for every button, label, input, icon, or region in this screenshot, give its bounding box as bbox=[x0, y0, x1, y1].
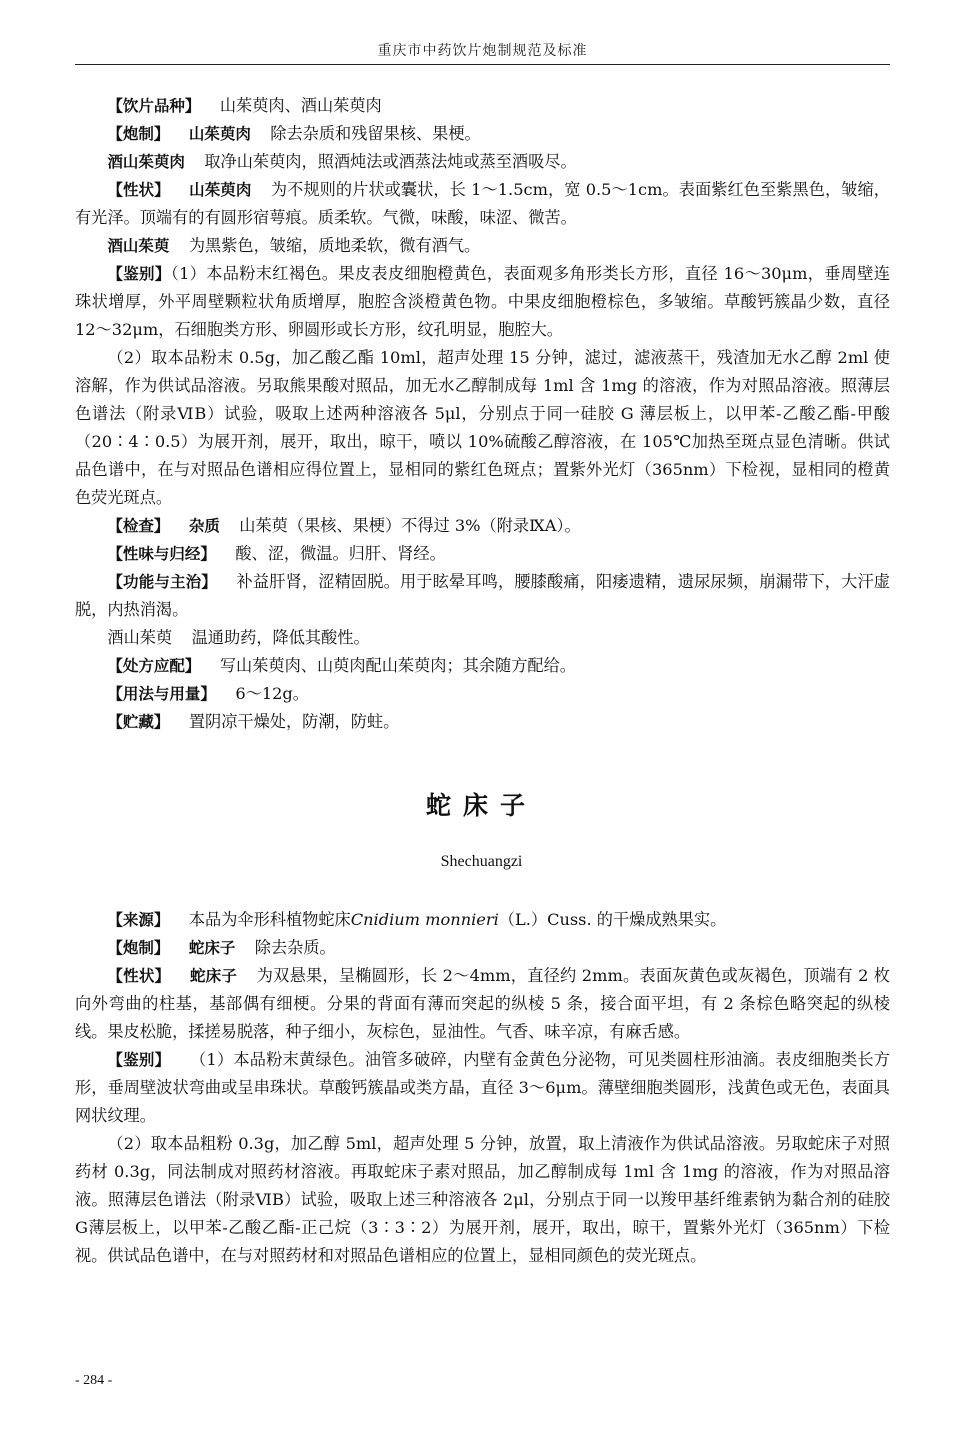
section-shechuangzi bbox=[75, 906, 890, 1270]
sub-function-wine: 酒山茱萸 bbox=[107, 628, 173, 647]
paragraph-identification-2-1 bbox=[75, 1046, 890, 1130]
paragraph-identification-1 bbox=[75, 260, 890, 344]
text-processing-2: 除去杂质。 bbox=[254, 938, 336, 957]
section-shanzhuyu bbox=[75, 92, 890, 736]
running-header bbox=[75, 40, 890, 65]
label-characters-2: 【性状】 bbox=[107, 967, 171, 985]
label-characters: 【性状】 bbox=[107, 181, 170, 199]
text-prescription: 写山茱萸肉、山萸肉配山茱萸肉；其余随方配给。 bbox=[219, 656, 576, 675]
monograph-title: 蛇床子 bbox=[425, 791, 537, 820]
label-source: 【来源】 bbox=[107, 911, 170, 929]
label-nature: 【性味与归经】 bbox=[107, 545, 216, 563]
sub-characters-2: 蛇床子 bbox=[189, 967, 238, 985]
sub-processing-wine: 酒山茱萸肉 bbox=[107, 153, 185, 171]
paragraph-prescription bbox=[75, 652, 890, 680]
paragraph-processing-wine bbox=[75, 148, 890, 176]
text-storage: 置阴凉干燥处，防潮，防蛀。 bbox=[188, 712, 400, 731]
sub-processing: 山茱萸肉 bbox=[188, 125, 251, 143]
text-source-a: 本品为伞形科植物蛇床 bbox=[188, 910, 351, 929]
paragraph-source bbox=[75, 906, 890, 934]
text-varieties: 山茱萸肉、酒山茱萸肉 bbox=[219, 96, 382, 115]
text-function-wine: 温通助药，降低其酸性。 bbox=[191, 628, 370, 647]
running-header-title: 重庆市中药饮片炮制规范及标准 bbox=[377, 43, 588, 59]
text-source-latin: Cnidium monnieri bbox=[350, 910, 499, 929]
paragraph-nature bbox=[75, 540, 890, 568]
label-prescription: 【处方应配】 bbox=[107, 657, 201, 675]
label-storage: 【贮藏】 bbox=[107, 713, 170, 731]
label-identification-2: 【鉴别】 bbox=[107, 1051, 171, 1069]
text-processing: 除去杂质和残留果核、果梗。 bbox=[270, 124, 481, 143]
paragraph-storage bbox=[75, 708, 890, 736]
text-source-b: （L.）Cuss. 的干燥成熟果实。 bbox=[498, 910, 727, 929]
label-dosage: 【用法与用量】 bbox=[107, 685, 216, 703]
text-identification-2: （2）取本品粉末 0.5g，加乙酸乙酯 10ml，超声处理 15 分钟，滤过，滤液蒸干，残渣加无水乙醇 2ml 使溶解，作为供试品溶液。另取熊果酸对照品，加无水乙醇制成每 1ml 含 1mg 的溶液，作为对照品溶液。照薄层色谱法（附录ⅥB）试验，吸取上述两种溶液各 5μl，分别点于同一硅胶 G 薄层板上，以甲苯-乙酸乙酯-甲酸（20∶4∶0.5）为展开剂，展开，取出，晾干，喷以 10%硫酸乙醇溶液，在 105℃加热至斑点显色清晰。供试品色谱中，在与对照品色谱相应得位置上，显相同的紫红色斑点；置紫外光灯（365nm）下检视，显相同的橙黄色荧光斑点。 bbox=[75, 348, 890, 507]
text-dosage: 6～12g。 bbox=[235, 684, 309, 703]
text-processing-wine: 取净山茱萸肉，照酒炖法或酒蒸法炖或蒸至酒吸尽。 bbox=[204, 152, 577, 171]
text-identification-2-2: （2）取本品粗粉 0.3g，加乙醇 5ml，超声处理 5 分钟，放置，取上清液作为供试品溶液。另取蛇床子对照药材 0.3g，同法制成对照药材溶液。再取蛇床子素对照品，加乙醇制成每 1ml 含 1mg 的溶液，作为对照品溶液。照薄层色谱法（附录ⅥB）试验，吸取上述三种溶液各 2μl，分别点于同一以羧甲基纤维素钠为黏合剂的硅胶G薄层板上，以甲苯-乙酸乙酯-正己烷（3∶3∶2）为展开剂，展开，取出，晾干，置紫外光灯（365nm）下检视。供试品色谱中，在与对照药材和对照品色谱相应的位置上，显相同颜色的荧光斑点。 bbox=[75, 1134, 890, 1265]
text-identification-2-1: （1）本品粉末黄绿色。油管多破碎，内壁有金黄色分泌物，可见类圆柱形油滴。表皮细胞类长方形，垂周壁波状弯曲或呈串珠状。草酸钙簇晶或类方晶，直径 3～6μm。薄壁细胞类圆形，浅黄色或无色，表面具网状纹理。 bbox=[75, 1050, 890, 1125]
page-number: - 284 - bbox=[75, 1373, 113, 1388]
text-identification-1: （1）本品粉末红褐色。果皮表皮细胞橙黄色，表面观多角形类长方形，直径 16～30μm，垂周壁连珠状增厚，外平周壁颗粒状角质增厚，胞腔含淡橙黄色物。中果皮细胞橙棕色，多皱缩。草酸钙簇晶少数，直径 12～32μm，石细胞类方形、卵圆形或长方形，纹孔明显，胞腔大。 bbox=[75, 264, 890, 339]
text-function: 补益肝肾，涩精固脱。用于眩晕耳鸣，腰膝酸痛，阳痿遗精，遗尿尿频，崩漏带下，大汗虚脱，内热消渴。 bbox=[75, 572, 890, 619]
sub-characters: 山茱萸肉 bbox=[189, 181, 252, 199]
label-processing-2: 【炮制】 bbox=[107, 939, 170, 957]
paragraph-processing bbox=[75, 120, 890, 148]
sub-inspection: 杂质 bbox=[188, 517, 220, 535]
text-characters-wine: 为黑紫色，皱缩，质地柔软，微有酒气。 bbox=[188, 236, 481, 255]
label-identification: 【鉴别】 bbox=[107, 265, 171, 283]
paragraph-identification-2-2 bbox=[75, 1130, 890, 1270]
paragraph-dosage bbox=[75, 680, 890, 708]
label-varieties: 【饮片品种】 bbox=[107, 97, 201, 115]
text-characters: 为不规则的片状或囊状，长 1～1.5cm，宽 0.5～1cm。表面紫红色至紫黑色，皱缩，有光泽。顶端有的有圆形宿萼痕。质柔软。气微，味酸，味涩、微苦。 bbox=[75, 180, 890, 227]
paragraph-function bbox=[75, 568, 890, 624]
paragraph-characters-wine bbox=[75, 232, 890, 260]
text-characters-2: 为双悬果，呈椭圆形，长 2～4mm，直径约 2mm。表面灰黄色或灰褐色，顶端有 2 枚向外弯曲的柱基，基部偶有细梗。分果的背面有薄而突起的纵棱 5 条，接合面平坦，有 2 条棕色略突起的纵棱线。果皮松脆，揉搓易脱落，种子细小，灰棕色，显油性。气香、味辛凉，有麻舌感。 bbox=[75, 966, 890, 1041]
paragraph-characters bbox=[75, 176, 890, 232]
paragraph-inspection bbox=[75, 512, 890, 540]
sub-characters-wine: 酒山茱萸 bbox=[107, 237, 170, 255]
text-nature: 酸、涩，微温。归肝、肾经。 bbox=[235, 544, 446, 563]
paragraph-processing-2 bbox=[75, 934, 890, 962]
sub-processing-2: 蛇床子 bbox=[188, 939, 236, 957]
paragraph-characters-2 bbox=[75, 962, 890, 1046]
label-processing: 【炮制】 bbox=[107, 125, 170, 143]
paragraph-function-wine bbox=[75, 624, 890, 652]
paragraph-identification-2 bbox=[75, 344, 890, 512]
label-function: 【功能与主治】 bbox=[107, 573, 217, 591]
monograph-pinyin: Shechuangzi bbox=[440, 853, 523, 870]
text-inspection: 山茱萸（果核、果梗）不得过 3%（附录ⅨA）。 bbox=[239, 516, 581, 535]
paragraph-varieties bbox=[75, 92, 890, 120]
label-inspection: 【检查】 bbox=[107, 517, 170, 535]
